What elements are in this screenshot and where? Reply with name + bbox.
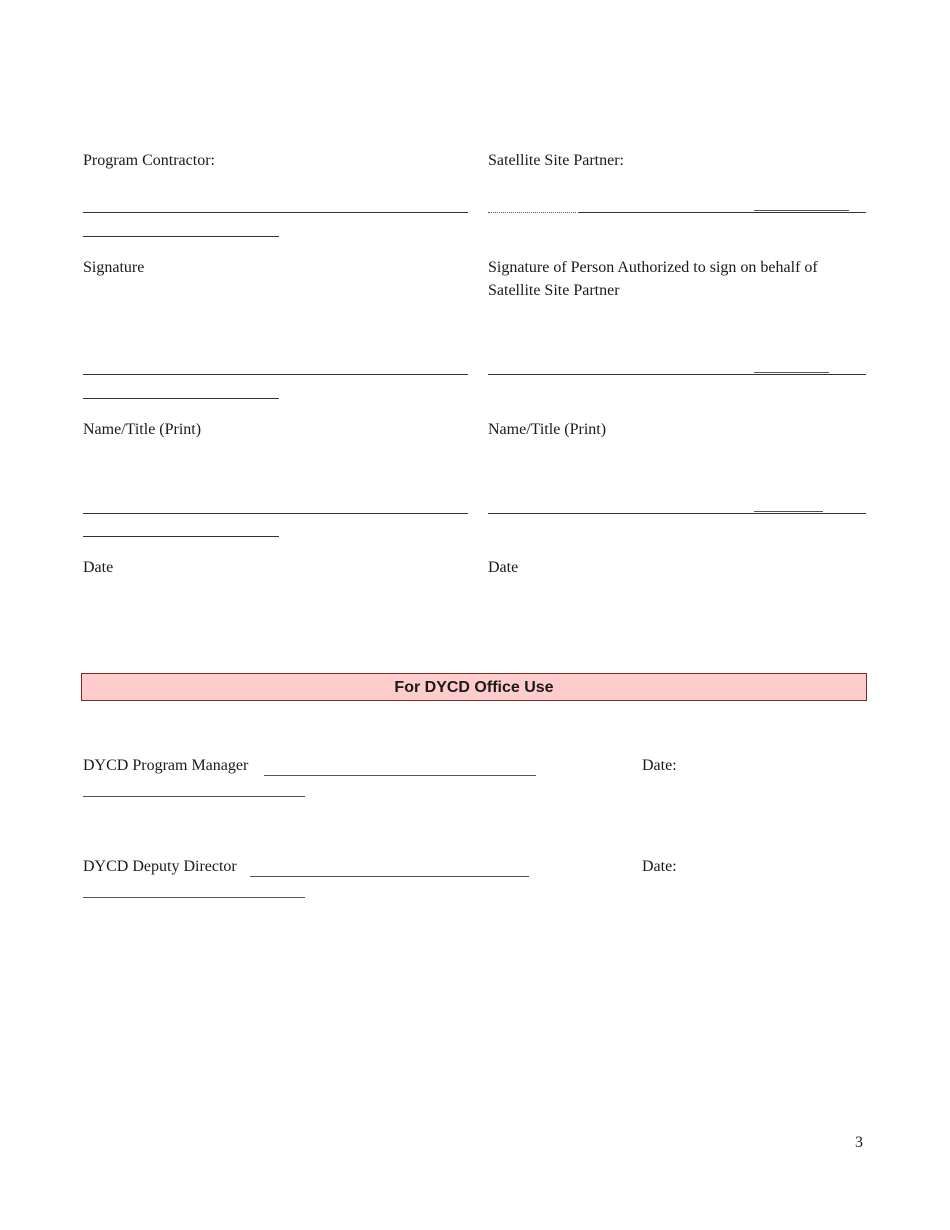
partner-heading: Satellite Site Partner: <box>488 152 624 169</box>
partner-date-label: Date <box>488 559 519 576</box>
program-manager-date-label: Date: <box>642 757 677 774</box>
contractor-date-line-cont <box>83 536 279 537</box>
program-manager-label: DYCD Program Manager <box>83 757 249 774</box>
page-number: 3 <box>855 1134 863 1151</box>
partner-name-blank <box>754 372 829 373</box>
partner-signature-blank-a <box>488 212 576 213</box>
partner-name-label: Name/Title (Print) <box>488 421 607 438</box>
partner-signature-label: Signature of Person Authorized to sign on behalf of Satellite Site Partner <box>488 259 818 299</box>
deputy-director-date-label: Date: <box>642 858 677 875</box>
program-manager-signature-line-cont <box>83 796 305 797</box>
partner-signature-blank-b <box>754 210 849 211</box>
partner-signature-line[interactable] <box>578 212 866 213</box>
partner-date-line[interactable] <box>488 513 866 514</box>
contractor-signature-label: Signature <box>83 259 145 276</box>
contractor-date-label: Date <box>83 559 114 576</box>
office-use-banner: For DYCD Office Use <box>81 673 867 701</box>
contractor-name-line-cont <box>83 398 279 399</box>
deputy-director-signature-line[interactable] <box>250 876 529 877</box>
partner-date-blank <box>754 511 823 512</box>
partner-name-line[interactable] <box>488 374 866 375</box>
deputy-director-signature-line-cont <box>83 897 305 898</box>
contractor-signature-line-cont <box>83 236 279 237</box>
contractor-date-line[interactable] <box>83 513 468 514</box>
contractor-signature-line[interactable] <box>83 212 468 213</box>
contractor-name-label: Name/Title (Print) <box>83 421 202 438</box>
deputy-director-label: DYCD Deputy Director <box>83 858 237 875</box>
program-manager-signature-line[interactable] <box>264 775 536 776</box>
contractor-heading: Program Contractor: <box>83 152 215 169</box>
contractor-name-line[interactable] <box>83 374 468 375</box>
